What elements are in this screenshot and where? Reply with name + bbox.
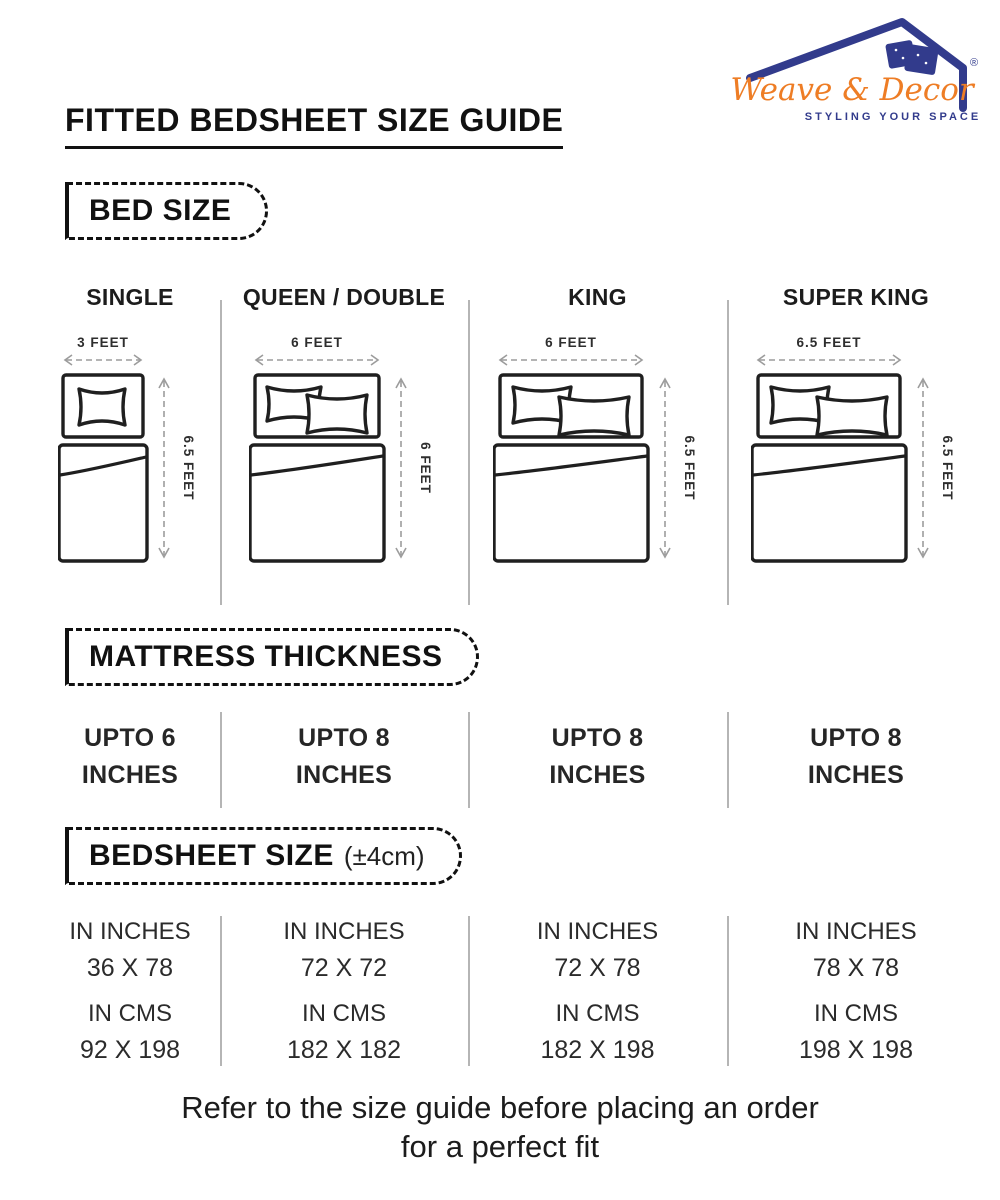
king-bed-diagram-icon (493, 333, 703, 567)
mattress-thickness-unit: INCHES (807, 761, 905, 789)
size-in-cms: 92 X 198 (79, 1036, 181, 1064)
mattress-cell-queen (220, 720, 468, 794)
inches-unit-label: IN INCHES (69, 918, 191, 945)
width-arrow-icon (65, 355, 141, 365)
mattress-thickness-unit: INCHES (295, 761, 393, 789)
mattress-thickness-value: UPTO 8 (810, 724, 902, 752)
size-in-cms: 198 X 198 (799, 1036, 913, 1064)
column-divider (727, 300, 729, 605)
column-divider (468, 300, 470, 605)
column-divider (468, 712, 470, 808)
height-feet-label: 6.5 FEET (940, 435, 955, 501)
bed-size-name: QUEEN / DOUBLE (242, 284, 446, 310)
width-arrow-icon (256, 355, 378, 365)
column-divider (220, 916, 222, 1066)
size-in-cms: 182 X 182 (287, 1036, 401, 1064)
bed-size-section-label: BED SIZE (89, 194, 232, 227)
brand-name: Weave & Decor (730, 72, 974, 108)
mattress-thickness-value: UPTO 8 (551, 724, 644, 752)
bed-column-queen-double (220, 283, 468, 567)
height-feet-label: 6.5 FEET (181, 435, 196, 501)
bed-column-single (40, 283, 220, 567)
cms-unit-label: IN CMS (88, 1000, 172, 1027)
inches-unit-label: IN INCHES (283, 918, 405, 945)
mattress-thickness-section-badge (65, 628, 479, 686)
bed-size-name: SINGLE (86, 284, 174, 310)
footer-note (0, 1088, 1000, 1166)
brand-logo (730, 8, 982, 126)
column-divider (468, 916, 470, 1066)
mattress-thickness-value: UPTO 6 (84, 724, 176, 752)
bedsheet-cell-queen (220, 915, 468, 1069)
width-feet-label: 6.5 FEET (796, 335, 862, 350)
height-arrow-icon (918, 379, 928, 557)
column-divider (220, 300, 222, 605)
super-king-bed-diagram-icon (751, 333, 961, 567)
width-feet-label: 6 FEET (544, 335, 597, 350)
bedsheet-cell-king (468, 915, 727, 1069)
width-arrow-icon (758, 355, 900, 365)
size-in-inches: 72 X 72 (300, 954, 388, 982)
mattress-thickness-columns (40, 720, 985, 794)
size-in-inches: 78 X 78 (812, 954, 900, 982)
width-feet-label: 3 FEET (77, 335, 129, 350)
bedsheet-size-columns (40, 915, 985, 1069)
column-divider (727, 916, 729, 1066)
cms-unit-label: IN CMS (814, 1000, 898, 1027)
footer-line-2: for a perfect fit (400, 1129, 600, 1164)
bed-size-name: SUPER KING (782, 284, 930, 310)
bed-column-king (468, 283, 727, 567)
height-feet-label: 6 FEET (418, 442, 433, 494)
height-arrow-icon (660, 379, 670, 557)
bed-column-super-king (727, 283, 985, 567)
queen-bed-diagram-icon (249, 333, 439, 567)
width-arrow-icon (500, 355, 642, 365)
registered-mark: ® (970, 57, 979, 69)
mattress-thickness-value: UPTO 8 (298, 724, 390, 752)
cms-unit-label: IN CMS (302, 1000, 386, 1027)
bed-size-columns (40, 283, 985, 567)
mattress-cell-single (40, 720, 220, 794)
size-in-cms: 182 X 198 (540, 1036, 655, 1064)
column-divider (220, 712, 222, 808)
footer-line-1: Refer to the size guide before placing an order (181, 1090, 819, 1125)
cms-unit-label: IN CMS (555, 1000, 640, 1027)
bed-size-name: KING (568, 284, 627, 310)
height-feet-label: 6.5 FEET (681, 435, 697, 501)
page-title: FITTED BEDSHEET SIZE GUIDE (65, 102, 563, 149)
mattress-thickness-unit: INCHES (549, 761, 646, 789)
bedsheet-size-section-label: BEDSHEET SIZE (89, 839, 334, 872)
height-arrow-icon (159, 379, 169, 557)
bedsheet-cell-single (40, 915, 220, 1069)
height-arrow-icon (396, 379, 406, 557)
mattress-cell-super-king (727, 720, 985, 794)
inches-unit-label: IN INCHES (795, 918, 917, 945)
width-feet-label: 6 FEET (291, 335, 343, 350)
mattress-thickness-unit: INCHES (81, 761, 179, 789)
column-divider (727, 712, 729, 808)
bed-size-section-badge (65, 182, 268, 240)
bedsheet-cell-super-king (727, 915, 985, 1069)
single-bed-diagram-icon (58, 333, 202, 567)
brand-tagline: STYLING YOUR SPACE (804, 111, 982, 123)
inches-unit-label: IN INCHES (536, 918, 659, 945)
mattress-thickness-section-label: MATTRESS THICKNESS (89, 640, 443, 673)
bedsheet-size-tolerance: (±4cm) (343, 841, 425, 871)
mattress-cell-king (468, 720, 727, 794)
size-in-inches: 72 X 78 (554, 954, 641, 982)
bedsheet-size-section-badge (65, 827, 462, 885)
size-in-inches: 36 X 78 (86, 954, 174, 982)
